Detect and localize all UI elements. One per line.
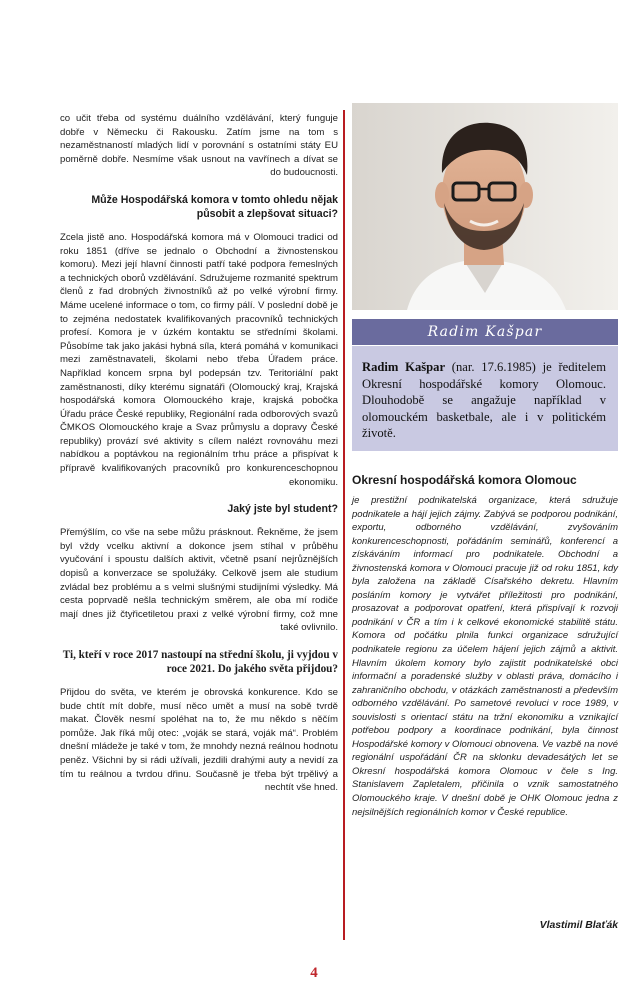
question-2: Jaký jste byl student? — [227, 503, 338, 516]
answer-3: Přijdou do světa, ve kterém je obrovská konkurence. Kdo se bude chtít mít dobře, musí něco umět a musí na sobě tvrdě makat. Člověk nesmí spoléhat na to, že mu někdo s něčím pomůže. Jak říká můj otec: „voják se stará, voják má“. Problém dnešní mládeže je také v tom, že mnohdy nezná reálnou hodnotu peněz. Všichni by si rádi užívali, jezdili drahými auty a nevidí za tím tu reálnou a tvrdou dřinu. Současně je třeba být trpělivý a nechtít vše hned. — [60, 687, 338, 794]
question-1: Může Hospodářská komora v tomto ohledu nějak působit a zlepšovat situaci? — [91, 193, 338, 220]
page-number: 4 — [310, 965, 318, 981]
bio-description: (nar. 17.6.1985) je ředitelem Okresní hospodářské komory Olomouc. Dlouhodobě se angažuje například v olomouckém basketbale, ale i v politickém životě. — [362, 360, 606, 441]
intro-paragraph: co učit třeba od systému duálního vzdělávání, který funguje dobře v Německu či Rakousku. Zatím jsme na tom s nezaměstnaností mladých lidí v porovnání s ostatními státy EU poměrně dobře. Nesmíme však usnout na vavřínech a dívat se do budoucnosti. — [60, 113, 338, 179]
photo-caption-band — [352, 319, 618, 345]
answer-1: Zcela jistě ano. Hospodářská komora má v Olomouci tradici od roku 1851 (dříve se jednalo o Obchodní a živnostenskou komoru). Mezi její hlavní činnosti patří také podpora řemeslných a technických oborů vzdělávání. Sdružujeme rozmanité spektrum členů z řad drobných živnostníků až po velké výrobní firmy. Máme ucelené informace o tom, co firmy pálí. V poslední době je to zejména nedostatek kvalifikovaných pracovníků technických profesí. Komora je v úzkém kontaktu se středními školami. Působíme tak jako jakási hybná síla, která pomáhá v komunikaci mezi zaměstnavateli, školami nebo třeba Úřadem práce. Například koncem srpna byl podepsán tzv. Teritoriální pakt zaměstnanosti, díky kterému signatáři (Olomoucký kraj, Krajská hospodářská komora Olomouckého kraje, krajská pobočka Úřadu práce České republiky, Regionální rada odborových svazů ČMKOS Olomouckého kraje a Svaz průmyslu a dopravy České republiky) provází své aktivity s cílem nalézt rovnováhu mezi nabídkou a poptávkou na regionálním trhu práce a přispívat k přípravě kvalifikovaných pracovníků pro konkurenceschopnou ekonomiku. — [60, 231, 338, 488]
photo-caption: Radim Kašpar — [427, 324, 543, 340]
portrait-photo — [352, 103, 618, 310]
chamber-description — [352, 494, 618, 819]
interview-column — [60, 112, 338, 795]
portrait-illustration — [352, 103, 618, 310]
bio-name: Radim Kašpar — [362, 360, 446, 374]
column-divider — [343, 110, 345, 940]
chamber-title: Okresní hospodářská komora Olomouc — [352, 473, 577, 487]
answer-2: Přemýšlím, co vše na sebe můžu prásknout. Řekněme, že jsem byl vždy vcelku aktivní a dokonce jsem stíhal v průběhu vyučování i spoustu dalších aktivit, včetně psaní nejrůznějších dopisů a konverzace se spolužáky. Celkově jsem ale studium zvládal bez problému a s velmi slušnými studijními výsledky. Má cesta poprvadě nešla technickým směrem, ale oba mí rodiče mají dnes již čtyřicetiletou praxi z velké výrobní firmy, což mne také ovlivnilo. — [60, 527, 338, 634]
chamber-text: je prestižní podnikatelská organizace, která sdružuje podnikatele a hájí jejich zájmy. Zabývá se podporou podnikání, exportu, odborného vzdělávání, zvyšováním konkurenceschopnosti, pořádáním seminářů, konferencí a získáváním informací pro podnikatele. Obchodní a živnostenská komora v Olomouci pracuje již od roku 1851, kdy byla založena na základě Císařského dekretu. Hlavním posláním komory je vytvářet příležitosti pro podnikání, prosazovat a podporovat opatření, která přispívají k rozvoji podnikání v ČR a tím i k celkové ekonomické stabilitě státu. Komora od počátku plnila funkci organizace sdružující podnikatele regionu za účelem hájení jejich zájmů a aktivit. Hlavním úkolem komory bylo zajistit podnikatelské obci informační a poradenské služby v oblasti práva, domácího i zahraničního obchodu, v otázkách zaměstnanosti a především odborného vzdělávání. Po sametové revoluci v roce 1989, v souvislosti s orientací státu na tržní ekonomiku a vznikající potřebou podpory a koordinace podnikání, byla činnost Hospodářské komory v Olomouci obnovena. Ve vazbě na nové regionální uspořádání ČR na sklonku devadesátých let se Okresní hospodářská komora Olomouc v čele s Ing. Stanislavem Zapletalem, přičinila o vznik samostatného Olomouckého kraje. V dnešní době je OHK Olomouc jedna z nejsilnějších regionálních komor v České republice. — [352, 495, 618, 818]
author-signature: Vlastimil Blaťák — [539, 920, 618, 931]
bio-box — [352, 346, 618, 451]
bio-text — [362, 359, 606, 442]
question-3: Ti, kteří v roce 2017 nastoupí na střední školu, ji vyjdou v roce 2021. Do jakého světa přijdou? — [62, 649, 338, 675]
